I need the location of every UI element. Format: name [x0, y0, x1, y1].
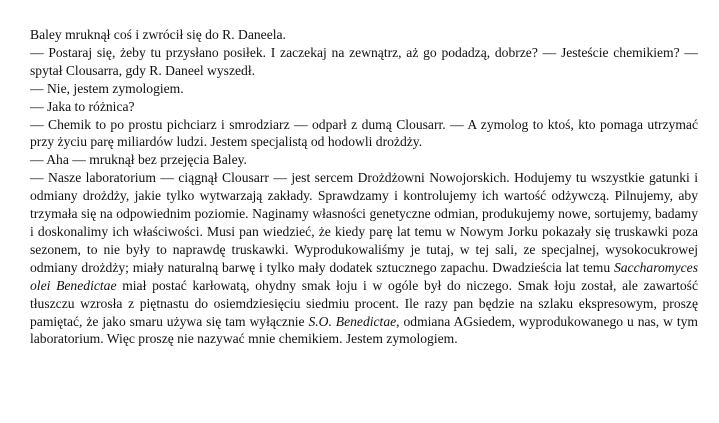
paragraph-7-text-1: — Nasze laboratorium — ciągnął Clousarr — jest sercem Drożdżowni Nowojorskich. Hodujemy tu wszystkie gatunki i odmiany drożdży, jakie tylko wytwarzają zakłady. Sprawdzamy i kontrolujemy ich wartość odżywczą. Pilnujemy, aby trzymała się na odpowiednim poziomie. Naginamy własności genetyczne odmian, produkujemy nowe, sortujemy, badamy i doskonalimy ich właściwości. Musi pan wiedzieć, że kiedy parę lat temu w Nowym Jorku pokazały się truskawki poza sezonem, to nie były to naprawdę truskawki. Wyprodukowaliśmy je tutaj, w tej sali, ze specjalnej, wysokocukrowej odmiany drożdży; miały naturalną barwę i tylko mały dodatek sztucznego zapachu. Dwadzieścia lat temu	[30, 170, 698, 275]
paragraph-5: — Chemik to po prostu pichciarz i smrodziarz — odparł z dumą Clousarr. — A zymolog to ktoś, kto pomaga utrzymać przy życiu parę miliardów ludzi. Jestem specjalistą od hodowli drożdży.	[30, 116, 698, 150]
paragraph-6: — Aha — mruknął bez przejęcia Baley.	[30, 152, 247, 168]
paragraph-1: Baley mruknął coś i zwrócił się do R. Daneela.	[30, 27, 286, 42]
paragraph-7	[30, 169, 698, 348]
species-name-italic: Saccharomyces olei Benedictae	[30, 259, 698, 293]
document-page	[30, 26, 698, 348]
paragraph-3: — Nie, jestem zymologiem.	[30, 80, 184, 96]
species-abbrev-italic: S.O. Benedictae	[308, 313, 397, 329]
paragraph-7-text-2: miał postać karłowatą, ohydny smak łoju i w ogóle był do niczego. Smak łoju został, ale zawartość tłuszczu wzrosła z piętnastu do osiemdziesięciu siedmiu procent. Ile razy pan będzie na szlaku ekspresowym, proszę pamiętać, że jako smaru używa się tam wyłącznie	[30, 277, 698, 329]
paragraph-2: — Postaraj się, żeby tu przysłano posiłek. I zaczekaj na zewnątrz, aż go podadzą, dobrze? — Jesteście chemikiem? — spytał Clousarra, gdy R. Daneel wyszedł.	[30, 44, 698, 78]
paragraph-7-text-3: , odmiana AGsiedem, wyprodukowanego u nas, w tym laboratorium. Więc proszę nie nazywać mnie chemikiem. Jestem zymologiem.	[30, 313, 698, 347]
paragraph-4: — Jaka to różnica?	[30, 98, 135, 114]
